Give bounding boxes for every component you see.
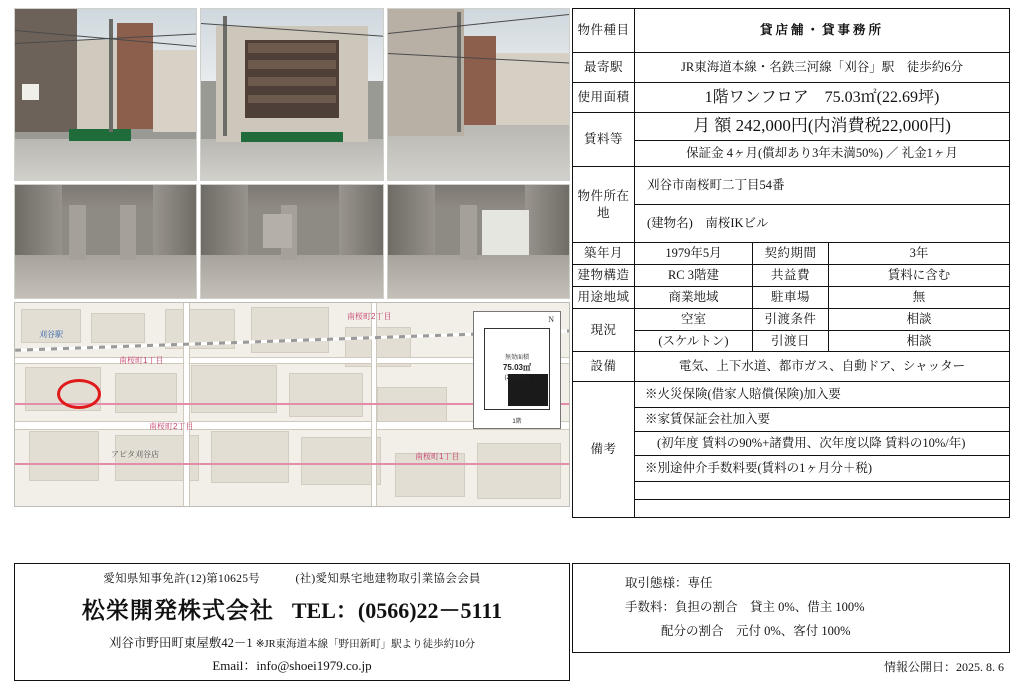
- deal-type: 取引態様：専任: [625, 576, 713, 590]
- exterior-sidewalk-right-photo: [387, 8, 570, 181]
- exterior-entrance-front-photo: [200, 8, 383, 181]
- ground: [201, 139, 382, 180]
- shutter-band: [248, 77, 335, 86]
- map-label: 南桜町2丁目: [347, 312, 392, 321]
- building-mass: [153, 50, 197, 132]
- column: [460, 205, 476, 259]
- label-remarks: 備考: [573, 382, 635, 518]
- floor-area-title: 無効面積: [504, 355, 529, 361]
- label-parking: 駐車場: [753, 286, 829, 308]
- table-row-location-1: [573, 167, 1010, 205]
- table-row-remarks-1: [573, 382, 1010, 408]
- ground: [15, 139, 196, 180]
- label-built: 築年月: [573, 243, 635, 265]
- table-row-built: [573, 243, 1010, 265]
- map-block: [301, 437, 381, 485]
- map-label: 南桜町1丁目: [119, 356, 164, 365]
- company-email[interactable]: Email：info@shoei1979.co.jp: [212, 658, 372, 673]
- company-address-row: [15, 633, 569, 651]
- shutter-band: [248, 95, 335, 104]
- value-area: 1階ワンフロア 75.03㎡(22.69坪): [635, 83, 1010, 113]
- table-row-remarks-3: [573, 432, 1010, 456]
- table-row-remarks-4: [573, 456, 1010, 482]
- media-column: [14, 8, 570, 560]
- exterior-street-left-photo: [14, 8, 197, 181]
- ac-unit: [22, 84, 38, 99]
- company-tel: TEL：(0566)22－5111: [291, 598, 503, 623]
- utility-pole: [109, 19, 113, 132]
- map-block: [477, 443, 561, 499]
- label-type: 物件種目: [573, 9, 635, 53]
- back-opening: [263, 214, 292, 248]
- interior-skeleton-2-photo: [200, 184, 383, 299]
- value-built: 1979年5月: [635, 243, 753, 265]
- map-label: 刈谷駅: [39, 330, 63, 339]
- label-area: 使用面積: [573, 83, 635, 113]
- company-name: 松栄開発株式会社: [81, 598, 274, 623]
- company-address: 刈谷市野田町東屋敷42－1: [108, 636, 253, 650]
- map-label: 南桜町2丁目: [149, 422, 194, 431]
- value-rent-note: 保証金 4ヶ月(償却あり3年未満50%) ／ 礼金1ヶ月: [635, 141, 1010, 167]
- map-block: [251, 307, 329, 353]
- label-contract-period: 契約期間: [753, 243, 829, 265]
- table-row-station: [573, 53, 1010, 83]
- transaction-terms-box: [572, 563, 1010, 653]
- map-road: [183, 303, 190, 507]
- value-zoning: 商業地域: [635, 286, 753, 308]
- utility-pole: [223, 16, 227, 136]
- company-name-row: [15, 592, 569, 625]
- shutter-band: [248, 43, 335, 53]
- value-status-sub: (スケルトン): [635, 330, 753, 352]
- north-arrow-icon: N: [548, 315, 554, 324]
- value-status: 空室: [635, 308, 753, 330]
- value-contract-period: 3年: [829, 243, 1010, 265]
- value-location-building: (建物名) 南桜IKビル: [635, 205, 1010, 243]
- column: [69, 205, 85, 259]
- map-block: [191, 365, 277, 413]
- label-common-fee: 共益費: [753, 264, 829, 286]
- label-structure: 建物構造: [573, 264, 635, 286]
- column: [120, 205, 136, 259]
- fee-burden: 手数料：負担の割合 貸主 0%、借主 100%: [625, 600, 865, 614]
- label-status: 現況: [573, 308, 635, 352]
- table-row-structure: [573, 264, 1010, 286]
- table-row-location-2: [573, 205, 1010, 243]
- map-block: [289, 373, 363, 417]
- value-common-fee: 賃料に含む: [829, 264, 1010, 286]
- interior-skeleton-3-photo: [387, 184, 570, 299]
- license-text: 愛知県知事免許(12)第10625号 (社)愛知県宅地建物取引業協会会員: [103, 573, 481, 585]
- value-remark-blank-2: [635, 500, 1010, 518]
- entrance-mat: [241, 132, 343, 142]
- value-type: 貸店舗・貸事務所: [635, 9, 1010, 53]
- company-address-memo: ※JR東海道本線「野田新町」駅より徒歩約10分: [255, 639, 476, 650]
- value-remark-4: ※別途仲介手数料要(賃料の1ヶ月分＋税): [635, 456, 1010, 482]
- property-marker: [57, 379, 101, 409]
- value-remark-1: ※火災保険(借家人賠償保険)加入要: [635, 382, 1010, 408]
- label-rent: 賃料等: [573, 113, 635, 167]
- fee-split: 配分の割合 元付 0%、客付 100%: [661, 624, 851, 638]
- value-structure: RC 3階建: [635, 264, 753, 286]
- table-row-status-1: [573, 308, 1010, 330]
- awning: [69, 129, 131, 141]
- value-equipment: 電気、上下水道、都市ガス、自動ドア、シャッター: [635, 352, 1010, 382]
- value-parking: 無: [829, 286, 1010, 308]
- label-handover-date: 引渡日: [753, 330, 829, 352]
- map-block: [211, 431, 289, 483]
- table-row-zoning: [573, 286, 1010, 308]
- value-station: JR東海道本線・名鉄三河線「刈谷」駅 徒歩約6分: [635, 53, 1010, 83]
- daylight-opening: [482, 210, 529, 255]
- value-handover-condition: 相談: [829, 308, 1010, 330]
- map-block: [91, 313, 145, 343]
- interior-skeleton-1-photo: [14, 184, 197, 299]
- utility-pole: [457, 12, 461, 132]
- floor-area-sub: (22.69坪): [504, 375, 530, 381]
- map-label: 南桜町1丁目: [415, 452, 460, 461]
- table-row-remarks-6: [573, 500, 1010, 518]
- floor: [15, 255, 196, 298]
- building-mass: [15, 9, 77, 132]
- shutter-band: [248, 60, 335, 69]
- value-location-address: 刈谷市南桜町二丁目54番: [635, 167, 1010, 205]
- table-row-status-2: [573, 330, 1010, 352]
- label-station: 最寄駅: [573, 53, 635, 83]
- building-mass: [464, 36, 497, 125]
- company-info-box: [14, 563, 570, 681]
- label-equipment: 設備: [573, 352, 635, 382]
- value-remark-3: (初年度 賃料の90%+諸費用、次年度以降 賃料の10%/年): [635, 432, 1010, 456]
- label-handover-condition: 引渡条件: [753, 308, 829, 330]
- location-map[interactable]: [14, 302, 570, 507]
- map-road: [371, 303, 377, 507]
- value-rent: 月 額 242,000円(内消費税22,000円): [635, 113, 1010, 141]
- value-remark-2: ※家賃保証会社加入要: [635, 408, 1010, 432]
- boundary-line: [15, 463, 570, 465]
- property-spec-table: [572, 8, 1010, 518]
- map-block: [115, 373, 177, 413]
- table-row-equipment: [573, 352, 1010, 382]
- publish-date: 情報公開日：2025. 8. 6: [883, 660, 1004, 674]
- floor-plan-inset: [473, 311, 561, 429]
- label-zoning: 用途地域: [573, 286, 635, 308]
- floor-label: 1階: [512, 419, 522, 425]
- value-remark-blank-1: [635, 482, 1010, 500]
- value-handover-date: 相談: [829, 330, 1010, 352]
- map-block: [29, 431, 99, 481]
- floor: [201, 255, 382, 298]
- label-location: 物件所在地: [573, 167, 635, 243]
- table-row-area: [573, 83, 1010, 113]
- map-label: アピタ刈谷店: [111, 450, 159, 459]
- table-row-type: [573, 9, 1010, 53]
- table-row-rent-note: [573, 141, 1010, 167]
- table-row-remarks-5: [573, 482, 1010, 500]
- table-row-rent: [573, 113, 1010, 141]
- floor-area-value: 75.03㎡: [502, 363, 532, 372]
- floor: [388, 255, 569, 298]
- table-row-remarks-2: [573, 408, 1010, 432]
- photo-grid: [14, 8, 570, 299]
- building-mass: [496, 53, 569, 125]
